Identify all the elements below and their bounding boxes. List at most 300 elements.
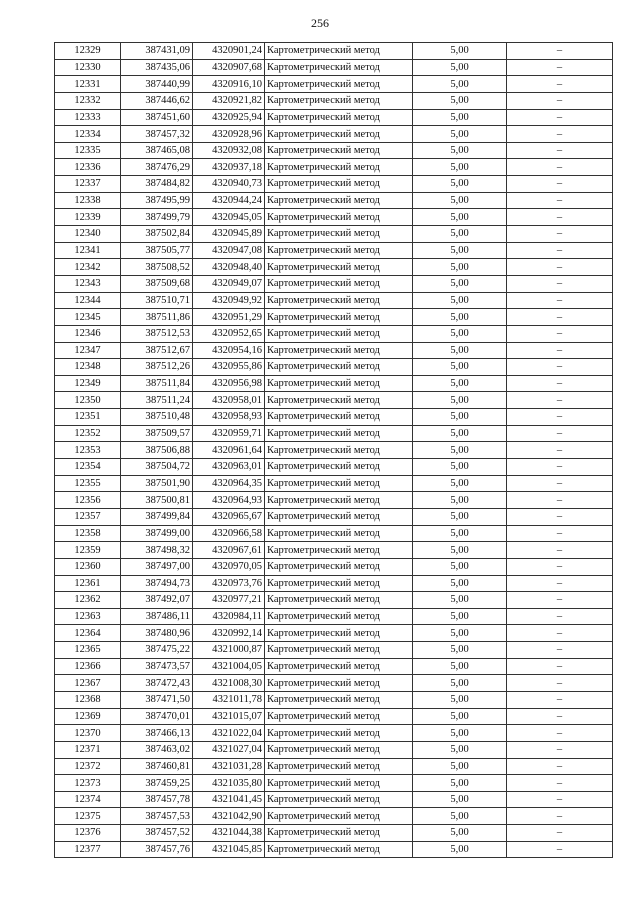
y-coordinate-cell: 4320970,05 — [193, 558, 265, 575]
accuracy-cell: 5,00 — [413, 642, 507, 659]
accuracy-cell: 5,00 — [413, 375, 507, 392]
method-cell: Картометрический метод — [265, 425, 413, 442]
y-coordinate-cell: 4321044,38 — [193, 825, 265, 842]
accuracy-cell: 5,00 — [413, 159, 507, 176]
point-number-cell: 12369 — [55, 708, 121, 725]
y-coordinate-cell: 4320921,82 — [193, 92, 265, 109]
method-cell: Картометрический метод — [265, 525, 413, 542]
x-coordinate-cell: 387511,24 — [121, 392, 193, 409]
point-number-cell: 12339 — [55, 209, 121, 226]
page-number: 256 — [311, 16, 329, 30]
x-coordinate-cell: 387463,02 — [121, 741, 193, 758]
table-row — [55, 492, 613, 509]
y-coordinate-cell: 4320949,92 — [193, 292, 265, 309]
table-row — [55, 558, 613, 575]
point-number-cell: 12346 — [55, 325, 121, 342]
x-coordinate-cell: 387451,60 — [121, 109, 193, 126]
accuracy-cell: 5,00 — [413, 525, 507, 542]
method-cell: Картометрический метод — [265, 109, 413, 126]
y-coordinate-cell: 4321008,30 — [193, 675, 265, 692]
method-cell: Картометрический метод — [265, 43, 413, 60]
point-number-cell: 12357 — [55, 508, 121, 525]
y-coordinate-cell: 4320907,68 — [193, 59, 265, 76]
table-row — [55, 608, 613, 625]
note-cell: – — [507, 475, 613, 492]
point-number-cell: 12367 — [55, 675, 121, 692]
accuracy-cell: 5,00 — [413, 59, 507, 76]
y-coordinate-cell: 4320958,93 — [193, 409, 265, 426]
y-coordinate-cell: 4321015,07 — [193, 708, 265, 725]
method-cell: Картометрический метод — [265, 558, 413, 575]
point-number-cell: 12347 — [55, 342, 121, 359]
point-number-cell: 12356 — [55, 492, 121, 509]
point-number-cell: 12329 — [55, 43, 121, 60]
x-coordinate-cell: 387457,52 — [121, 825, 193, 842]
point-number-cell: 12352 — [55, 425, 121, 442]
y-coordinate-cell: 4321041,45 — [193, 791, 265, 808]
point-number-cell: 12364 — [55, 625, 121, 642]
y-coordinate-cell: 4320916,10 — [193, 76, 265, 93]
table-row — [55, 475, 613, 492]
note-cell: – — [507, 59, 613, 76]
method-cell: Картометрический метод — [265, 775, 413, 792]
point-number-cell: 12345 — [55, 309, 121, 326]
y-coordinate-cell: 4321027,04 — [193, 741, 265, 758]
x-coordinate-cell: 387466,13 — [121, 725, 193, 742]
note-cell: – — [507, 575, 613, 592]
point-number-cell: 12371 — [55, 741, 121, 758]
x-coordinate-cell: 387505,77 — [121, 242, 193, 259]
table-row — [55, 309, 613, 326]
point-number-cell: 12365 — [55, 642, 121, 659]
x-coordinate-cell: 387504,72 — [121, 459, 193, 476]
point-number-cell: 12332 — [55, 92, 121, 109]
note-cell: – — [507, 758, 613, 775]
method-cell: Картометрический метод — [265, 475, 413, 492]
accuracy-cell: 5,00 — [413, 442, 507, 459]
note-cell: – — [507, 425, 613, 442]
x-coordinate-cell: 387495,99 — [121, 192, 193, 209]
point-number-cell: 12349 — [55, 375, 121, 392]
point-number-cell: 12361 — [55, 575, 121, 592]
method-cell: Картометрический метод — [265, 459, 413, 476]
point-number-cell: 12377 — [55, 841, 121, 858]
note-cell: – — [507, 192, 613, 209]
y-coordinate-cell: 4320965,67 — [193, 508, 265, 525]
x-coordinate-cell: 387457,32 — [121, 126, 193, 143]
accuracy-cell: 5,00 — [413, 608, 507, 625]
method-cell: Картометрический метод — [265, 126, 413, 143]
note-cell: – — [507, 558, 613, 575]
method-cell: Картометрический метод — [265, 691, 413, 708]
accuracy-cell: 5,00 — [413, 275, 507, 292]
accuracy-cell: 5,00 — [413, 76, 507, 93]
x-coordinate-cell: 387457,78 — [121, 791, 193, 808]
accuracy-cell: 5,00 — [413, 142, 507, 159]
accuracy-cell: 5,00 — [413, 775, 507, 792]
table-row — [55, 209, 613, 226]
accuracy-cell: 5,00 — [413, 209, 507, 226]
table-row — [55, 59, 613, 76]
accuracy-cell: 5,00 — [413, 625, 507, 642]
table-row — [55, 259, 613, 276]
y-coordinate-cell: 4321022,04 — [193, 725, 265, 742]
accuracy-cell: 5,00 — [413, 459, 507, 476]
accuracy-cell: 5,00 — [413, 409, 507, 426]
note-cell: – — [507, 642, 613, 659]
x-coordinate-cell: 387459,25 — [121, 775, 193, 792]
table-row — [55, 159, 613, 176]
table-row — [55, 142, 613, 159]
method-cell: Картометрический метод — [265, 741, 413, 758]
accuracy-cell: 5,00 — [413, 425, 507, 442]
x-coordinate-cell: 387501,90 — [121, 475, 193, 492]
table-row — [55, 808, 613, 825]
y-coordinate-cell: 4320948,40 — [193, 259, 265, 276]
point-number-cell: 12353 — [55, 442, 121, 459]
accuracy-cell: 5,00 — [413, 558, 507, 575]
y-coordinate-cell: 4320961,64 — [193, 442, 265, 459]
y-coordinate-cell: 4320964,93 — [193, 492, 265, 509]
x-coordinate-cell: 387431,09 — [121, 43, 193, 60]
method-cell: Картометрический метод — [265, 791, 413, 808]
table-row — [55, 392, 613, 409]
table-row — [55, 76, 613, 93]
accuracy-cell: 5,00 — [413, 325, 507, 342]
point-number-cell: 12355 — [55, 475, 121, 492]
note-cell: – — [507, 292, 613, 309]
accuracy-cell: 5,00 — [413, 475, 507, 492]
note-cell: – — [507, 508, 613, 525]
note-cell: – — [507, 775, 613, 792]
method-cell: Картометрический метод — [265, 76, 413, 93]
note-cell: – — [507, 658, 613, 675]
point-number-cell: 12336 — [55, 159, 121, 176]
table-row — [55, 625, 613, 642]
method-cell: Картометрический метод — [265, 642, 413, 659]
x-coordinate-cell: 387440,99 — [121, 76, 193, 93]
method-cell: Картометрический метод — [265, 725, 413, 742]
point-number-cell: 12360 — [55, 558, 121, 575]
table-row — [55, 775, 613, 792]
y-coordinate-cell: 4320992,14 — [193, 625, 265, 642]
x-coordinate-cell: 387476,29 — [121, 159, 193, 176]
y-coordinate-cell: 4320973,76 — [193, 575, 265, 592]
table-row — [55, 425, 613, 442]
table-row — [55, 375, 613, 392]
table-row — [55, 508, 613, 525]
y-coordinate-cell: 4320945,89 — [193, 226, 265, 243]
accuracy-cell: 5,00 — [413, 226, 507, 243]
x-coordinate-cell: 387499,00 — [121, 525, 193, 542]
table-row — [55, 758, 613, 775]
accuracy-cell: 5,00 — [413, 292, 507, 309]
point-number-cell: 12359 — [55, 542, 121, 559]
method-cell: Картометрический метод — [265, 359, 413, 376]
y-coordinate-cell: 4320955,86 — [193, 359, 265, 376]
method-cell: Картометрический метод — [265, 675, 413, 692]
y-coordinate-cell: 4321000,87 — [193, 642, 265, 659]
note-cell: – — [507, 459, 613, 476]
method-cell: Картометрический метод — [265, 309, 413, 326]
table-row — [55, 109, 613, 126]
accuracy-cell: 5,00 — [413, 575, 507, 592]
y-coordinate-cell: 4320959,71 — [193, 425, 265, 442]
x-coordinate-cell: 387475,22 — [121, 642, 193, 659]
x-coordinate-cell: 387509,57 — [121, 425, 193, 442]
y-coordinate-cell: 4321031,28 — [193, 758, 265, 775]
accuracy-cell: 5,00 — [413, 741, 507, 758]
method-cell: Картометрический метод — [265, 825, 413, 842]
table-row — [55, 342, 613, 359]
method-cell: Картометрический метод — [265, 192, 413, 209]
y-coordinate-cell: 4320925,94 — [193, 109, 265, 126]
method-cell: Картометрический метод — [265, 209, 413, 226]
x-coordinate-cell: 387497,00 — [121, 558, 193, 575]
method-cell: Картометрический метод — [265, 658, 413, 675]
table-row — [55, 741, 613, 758]
x-coordinate-cell: 387509,68 — [121, 275, 193, 292]
y-coordinate-cell: 4320958,01 — [193, 392, 265, 409]
table-body — [55, 43, 613, 858]
y-coordinate-cell: 4320928,96 — [193, 126, 265, 143]
table-row — [55, 592, 613, 609]
accuracy-cell: 5,00 — [413, 508, 507, 525]
x-coordinate-cell: 387502,84 — [121, 226, 193, 243]
method-cell: Картометрический метод — [265, 625, 413, 642]
accuracy-cell: 5,00 — [413, 92, 507, 109]
note-cell: – — [507, 76, 613, 93]
table-row — [55, 92, 613, 109]
accuracy-cell: 5,00 — [413, 758, 507, 775]
x-coordinate-cell: 387512,67 — [121, 342, 193, 359]
method-cell: Картометрический метод — [265, 808, 413, 825]
x-coordinate-cell: 387511,86 — [121, 309, 193, 326]
y-coordinate-cell: 4320945,05 — [193, 209, 265, 226]
x-coordinate-cell: 387457,53 — [121, 808, 193, 825]
point-number-cell: 12351 — [55, 409, 121, 426]
note-cell: – — [507, 708, 613, 725]
accuracy-cell: 5,00 — [413, 791, 507, 808]
table-row — [55, 459, 613, 476]
method-cell: Картометрический метод — [265, 392, 413, 409]
x-coordinate-cell: 387498,32 — [121, 542, 193, 559]
accuracy-cell: 5,00 — [413, 43, 507, 60]
note-cell: – — [507, 409, 613, 426]
point-number-cell: 12331 — [55, 76, 121, 93]
point-number-cell: 12334 — [55, 126, 121, 143]
accuracy-cell: 5,00 — [413, 259, 507, 276]
table-row — [55, 542, 613, 559]
x-coordinate-cell: 387492,07 — [121, 592, 193, 609]
table-row — [55, 176, 613, 193]
accuracy-cell: 5,00 — [413, 309, 507, 326]
accuracy-cell: 5,00 — [413, 691, 507, 708]
note-cell: – — [507, 43, 613, 60]
table-row — [55, 192, 613, 209]
table-row — [55, 825, 613, 842]
note-cell: – — [507, 159, 613, 176]
y-coordinate-cell: 4320954,16 — [193, 342, 265, 359]
method-cell: Картометрический метод — [265, 575, 413, 592]
accuracy-cell: 5,00 — [413, 126, 507, 143]
table-row — [55, 575, 613, 592]
y-coordinate-cell: 4320944,24 — [193, 192, 265, 209]
method-cell: Картометрический метод — [265, 409, 413, 426]
point-number-cell: 12366 — [55, 658, 121, 675]
table-row — [55, 242, 613, 259]
y-coordinate-cell: 4320966,58 — [193, 525, 265, 542]
method-cell: Картометрический метод — [265, 442, 413, 459]
note-cell: – — [507, 808, 613, 825]
point-number-cell: 12348 — [55, 359, 121, 376]
point-number-cell: 12370 — [55, 725, 121, 742]
method-cell: Картометрический метод — [265, 592, 413, 609]
method-cell: Картометрический метод — [265, 841, 413, 858]
note-cell: – — [507, 791, 613, 808]
note-cell: – — [507, 841, 613, 858]
method-cell: Картометрический метод — [265, 142, 413, 159]
table-row — [55, 126, 613, 143]
table-row — [55, 642, 613, 659]
accuracy-cell: 5,00 — [413, 392, 507, 409]
point-number-cell: 12362 — [55, 592, 121, 609]
x-coordinate-cell: 387494,73 — [121, 575, 193, 592]
method-cell: Картометрический метод — [265, 292, 413, 309]
note-cell: – — [507, 608, 613, 625]
table-row — [55, 791, 613, 808]
method-cell: Картометрический метод — [265, 92, 413, 109]
note-cell: – — [507, 741, 613, 758]
x-coordinate-cell: 387510,48 — [121, 409, 193, 426]
x-coordinate-cell: 387486,11 — [121, 608, 193, 625]
accuracy-cell: 5,00 — [413, 109, 507, 126]
point-number-cell: 12337 — [55, 176, 121, 193]
y-coordinate-cell: 4321004,05 — [193, 658, 265, 675]
table-row — [55, 691, 613, 708]
point-number-cell: 12372 — [55, 758, 121, 775]
y-coordinate-cell: 4320937,18 — [193, 159, 265, 176]
y-coordinate-cell: 4320956,98 — [193, 375, 265, 392]
method-cell: Картометрический метод — [265, 542, 413, 559]
point-number-cell: 12333 — [55, 109, 121, 126]
point-number-cell: 12374 — [55, 791, 121, 808]
note-cell: – — [507, 142, 613, 159]
accuracy-cell: 5,00 — [413, 592, 507, 609]
method-cell: Картометрический метод — [265, 159, 413, 176]
x-coordinate-cell: 387510,71 — [121, 292, 193, 309]
method-cell: Картометрический метод — [265, 259, 413, 276]
x-coordinate-cell: 387473,57 — [121, 658, 193, 675]
x-coordinate-cell: 387512,26 — [121, 359, 193, 376]
table-row — [55, 325, 613, 342]
table-row — [55, 725, 613, 742]
point-number-cell: 12340 — [55, 226, 121, 243]
y-coordinate-cell: 4321042,90 — [193, 808, 265, 825]
y-coordinate-cell: 4320977,21 — [193, 592, 265, 609]
table-row — [55, 43, 613, 60]
point-number-cell: 12338 — [55, 192, 121, 209]
y-coordinate-cell: 4320963,01 — [193, 459, 265, 476]
x-coordinate-cell: 387511,84 — [121, 375, 193, 392]
note-cell: – — [507, 275, 613, 292]
y-coordinate-cell: 4320949,07 — [193, 275, 265, 292]
x-coordinate-cell: 387499,79 — [121, 209, 193, 226]
x-coordinate-cell: 387506,88 — [121, 442, 193, 459]
accuracy-cell: 5,00 — [413, 825, 507, 842]
point-number-cell: 12330 — [55, 59, 121, 76]
table-row — [55, 708, 613, 725]
y-coordinate-cell: 4320901,24 — [193, 43, 265, 60]
table-row — [55, 442, 613, 459]
x-coordinate-cell: 387435,06 — [121, 59, 193, 76]
method-cell: Картометрический метод — [265, 708, 413, 725]
y-coordinate-cell: 4320932,08 — [193, 142, 265, 159]
note-cell: – — [507, 625, 613, 642]
note-cell: – — [507, 259, 613, 276]
note-cell: – — [507, 342, 613, 359]
method-cell: Картометрический метод — [265, 59, 413, 76]
accuracy-cell: 5,00 — [413, 708, 507, 725]
note-cell: – — [507, 725, 613, 742]
note-cell: – — [507, 109, 613, 126]
y-coordinate-cell: 4320952,65 — [193, 325, 265, 342]
x-coordinate-cell: 387480,96 — [121, 625, 193, 642]
table-row — [55, 841, 613, 858]
note-cell: – — [507, 592, 613, 609]
point-number-cell: 12350 — [55, 392, 121, 409]
y-coordinate-cell: 4320951,29 — [193, 309, 265, 326]
accuracy-cell: 5,00 — [413, 176, 507, 193]
method-cell: Картометрический метод — [265, 176, 413, 193]
point-number-cell: 12373 — [55, 775, 121, 792]
point-number-cell: 12342 — [55, 259, 121, 276]
accuracy-cell: 5,00 — [413, 725, 507, 742]
method-cell: Картометрический метод — [265, 275, 413, 292]
point-number-cell: 12376 — [55, 825, 121, 842]
x-coordinate-cell: 387470,01 — [121, 708, 193, 725]
method-cell: Картометрический метод — [265, 375, 413, 392]
note-cell: – — [507, 375, 613, 392]
method-cell: Картометрический метод — [265, 758, 413, 775]
method-cell: Картометрический метод — [265, 242, 413, 259]
method-cell: Картометрический метод — [265, 492, 413, 509]
point-number-cell: 12354 — [55, 459, 121, 476]
accuracy-cell: 5,00 — [413, 342, 507, 359]
note-cell: – — [507, 176, 613, 193]
point-number-cell: 12375 — [55, 808, 121, 825]
note-cell: – — [507, 675, 613, 692]
note-cell: – — [507, 442, 613, 459]
method-cell: Картометрический метод — [265, 608, 413, 625]
note-cell: – — [507, 309, 613, 326]
note-cell: – — [507, 825, 613, 842]
point-number-cell: 12344 — [55, 292, 121, 309]
y-coordinate-cell: 4321011,78 — [193, 691, 265, 708]
table-row — [55, 525, 613, 542]
x-coordinate-cell: 387446,62 — [121, 92, 193, 109]
accuracy-cell: 5,00 — [413, 841, 507, 858]
table-row — [55, 409, 613, 426]
table-row — [55, 675, 613, 692]
x-coordinate-cell: 387457,76 — [121, 841, 193, 858]
table-row — [55, 292, 613, 309]
note-cell: – — [507, 242, 613, 259]
y-coordinate-cell: 4320984,11 — [193, 608, 265, 625]
y-coordinate-cell: 4320940,73 — [193, 176, 265, 193]
point-number-cell: 12335 — [55, 142, 121, 159]
note-cell: – — [507, 392, 613, 409]
